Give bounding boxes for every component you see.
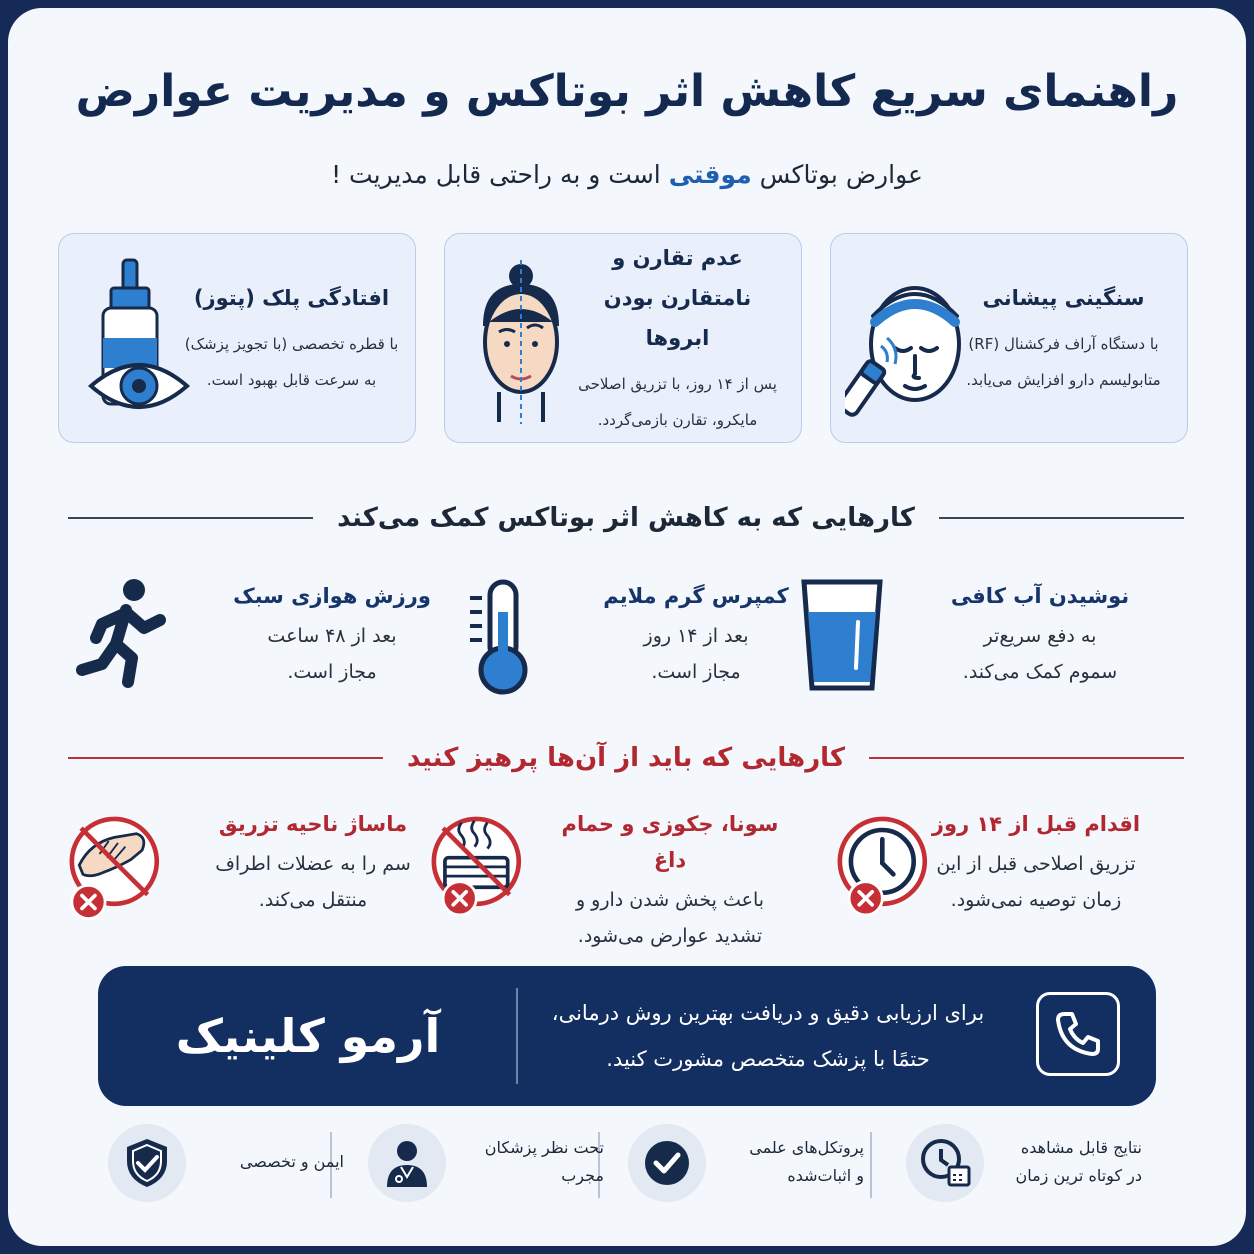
item-title: ماساژ ناحیه تزریق: [218, 812, 408, 836]
clock-calendar-icon: [917, 1135, 973, 1191]
item-desc-line: سم را به عضلات اطراف: [215, 853, 411, 875]
clock-no-icon: [826, 806, 946, 926]
item-desc-line: به دفع سریع‌تر: [983, 625, 1097, 647]
effect-title: سنگینی پیشانی: [982, 286, 1145, 310]
effect-desc-line: با دستگاه آراف فرکشنال (RF): [968, 335, 1159, 353]
check-seal-icon: [639, 1135, 695, 1191]
helpful-section-heading: کارهایی که به کاهش اثر بوتاکس کمک می‌کند: [68, 498, 1184, 538]
effect-desc-line: پس از ۱۴ روز، با تزریق اصلاحی: [578, 375, 777, 393]
consultation-banner: [98, 966, 1156, 1106]
badge-text: و اثبات‌شده: [787, 1166, 864, 1185]
banner-divider: [516, 988, 518, 1084]
effect-card-brow-asymmetry: [444, 233, 802, 443]
clinic-name: آرمو کلینیک: [175, 1009, 441, 1063]
running-person-icon: [72, 578, 192, 698]
infographic-card: [8, 8, 1246, 1246]
divider-line: [68, 517, 313, 519]
badge-text: پروتکل‌های علمی: [749, 1138, 864, 1157]
page-subtitle: عوارض بوتاکس موقتی است و به راحتی قابل مدیریت !: [331, 160, 923, 189]
avoid-section-heading: کارهایی که باید از آن‌ها پرهیز کنید: [68, 738, 1184, 778]
banner-message-line: برای ارزیابی دقیق و دریافت بهترین روش درمانی،: [551, 1001, 985, 1025]
divider-line: [869, 757, 1184, 759]
helpful-item-warm-compress: [464, 578, 834, 718]
item-desc-line: بعد از ۱۴ روز: [643, 625, 749, 647]
effect-title: عدم تقارن و نامتقارن بودن ابروها: [603, 246, 752, 350]
badge-safe-specialized: [108, 1124, 358, 1204]
thermometer-icon: [464, 578, 584, 698]
avoid-item-sauna: [420, 806, 790, 946]
item-desc-line: تزریق اصلاحی قبل از این: [936, 853, 1136, 875]
badge-text: مجرب: [561, 1166, 604, 1185]
item-title: نوشیدن آب کافی: [950, 584, 1130, 608]
badge-text: نتایج قابل مشاهده: [1020, 1138, 1142, 1157]
badge-text: تحت نظر پزشکان: [484, 1138, 604, 1157]
hot-bath-no-icon: [420, 806, 540, 926]
effect-desc-line: متابولیسم دارو افزایش می‌یابد.: [966, 371, 1161, 389]
shield-check-icon: [119, 1135, 175, 1191]
eye-dropper-icon: [73, 252, 191, 428]
effect-desc-line: مایکرو، تقارن بازمی‌گردد.: [597, 411, 758, 429]
subtitle-highlight: موقتی: [668, 160, 752, 189]
badge-fast-results: [906, 1124, 1156, 1204]
badge-text: ایمن و تخصصی: [239, 1152, 344, 1171]
item-title: ورزش هوازی سبک: [233, 584, 431, 608]
effect-card-forehead-heaviness: [830, 233, 1188, 443]
phone-icon: [1052, 1008, 1104, 1060]
massage-hand-no-icon: [58, 806, 178, 926]
effect-card-eyelid-ptosis: [58, 233, 416, 443]
item-desc-line: باعث پخش شدن دارو و: [575, 889, 765, 911]
badge-scientific-protocols: [628, 1124, 878, 1204]
badge-text: در کوتاه ترین زمان: [1015, 1166, 1142, 1185]
item-desc-line: منتقل می‌کند.: [258, 889, 368, 911]
doctor-icon: [379, 1135, 435, 1191]
banner-message-line: حتمًا با پزشک متخصص مشورت کنید.: [606, 1047, 930, 1071]
item-title: سونا، جکوزی و حمام داغ: [561, 812, 779, 872]
badge-expert-doctors: [368, 1124, 618, 1204]
item-desc-line: زمان توصیه نمی‌شود.: [950, 889, 1122, 911]
effect-desc-line: به سرعت قابل بهبود است.: [206, 371, 377, 389]
divider-line: [939, 517, 1184, 519]
item-title: کمپرس گرم ملایم: [603, 584, 789, 608]
item-desc-line: بعد از ۴۸ ساعت: [267, 625, 397, 647]
phone-button[interactable]: [1036, 992, 1120, 1076]
divider-line: [68, 757, 383, 759]
helpful-item-water: [780, 578, 1150, 718]
item-title: اقدام قبل از ۱۴ روز: [931, 812, 1141, 836]
item-desc-line: تشدید عوارض می‌شود.: [577, 925, 763, 947]
effect-desc-line: با قطره تخصصی (با تجویز پزشک): [184, 335, 399, 353]
item-desc-line: مجاز است.: [287, 661, 377, 683]
face-rf-device-icon: [845, 252, 963, 428]
half-face-symmetry-icon: [459, 252, 577, 428]
avoid-item-massage: [58, 806, 428, 946]
page-title: راهنمای سریع کاهش اثر بوتاکس و مدیریت عوارض: [75, 66, 1179, 117]
avoid-item-early-action: [826, 806, 1196, 946]
effect-title: افتادگی پلک (پتوز): [193, 286, 390, 310]
helpful-item-light-exercise: [72, 578, 442, 718]
item-desc-line: مجاز است.: [651, 661, 741, 683]
item-desc-line: سموم کمک می‌کند.: [962, 661, 1118, 683]
